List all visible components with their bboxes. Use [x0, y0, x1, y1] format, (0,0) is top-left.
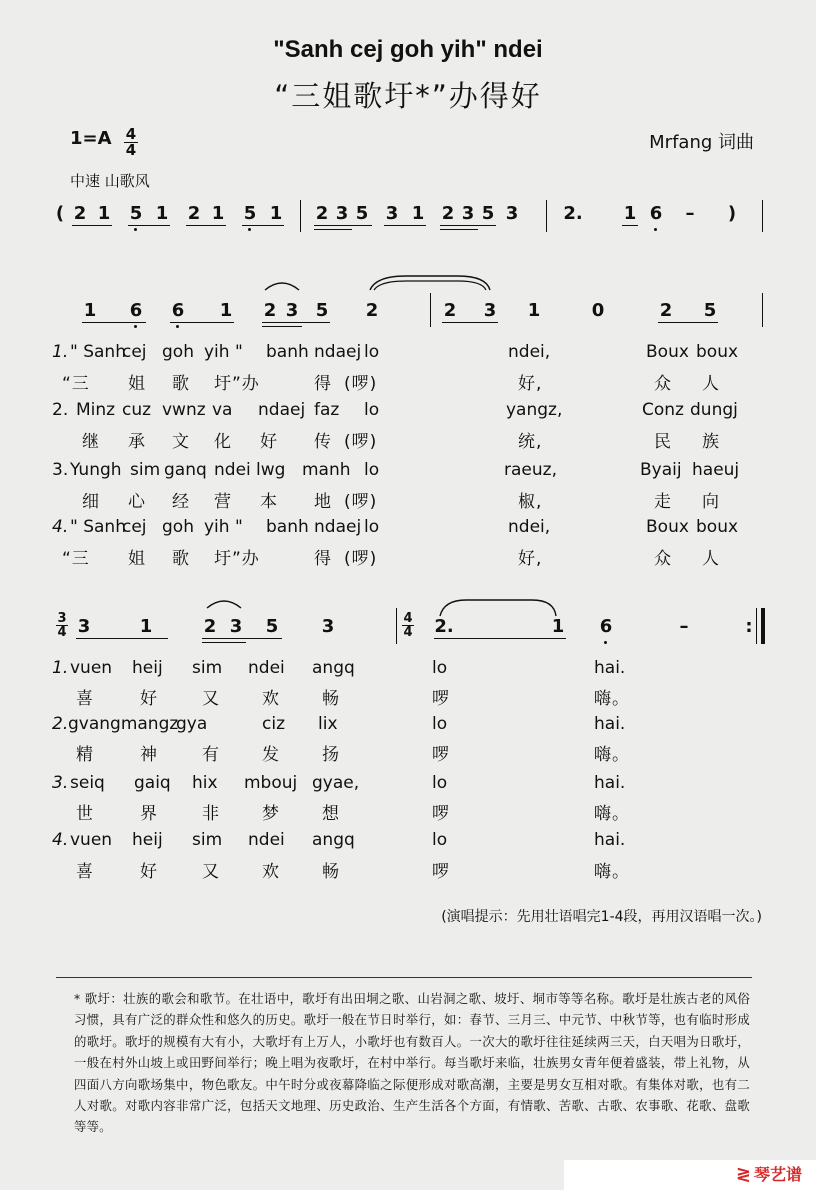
lyric: ganq: [164, 460, 207, 480]
note: 1: [139, 616, 153, 637]
lyric-cn: 文: [172, 432, 190, 452]
time-numerator: 4: [403, 611, 413, 626]
verse-number: 2.: [52, 714, 69, 734]
lyric-cn: 好: [140, 862, 158, 882]
lyric: haeuj: [692, 460, 740, 480]
note: 2: [443, 300, 457, 321]
lyric: cuz: [122, 400, 152, 420]
lyric-cn: 畅: [322, 689, 340, 709]
lyric-cn: 嗨。: [594, 804, 630, 824]
lyric-cn: 得: [314, 374, 332, 394]
barline: [762, 293, 763, 327]
lyric: ndei: [248, 830, 285, 850]
lyric-cn: 又: [202, 862, 220, 882]
lyric-cn: 好: [140, 689, 158, 709]
lyric: sim: [130, 460, 161, 480]
lyric-cn: 心: [128, 492, 146, 512]
lyric-cn: 嗨。: [594, 745, 630, 765]
note: 3: [483, 300, 497, 321]
time-denominator: 4: [57, 625, 67, 640]
lyric: Minz: [76, 400, 116, 420]
tempo-marking: 中速 山歌风: [70, 172, 150, 190]
lyric: lo: [364, 517, 380, 537]
note: 6: [599, 616, 613, 637]
song-title-chinese: “三姐歌圩*”办得好: [274, 79, 542, 113]
verse-number: 2.: [52, 400, 69, 420]
lyric-cn: 神: [140, 745, 158, 765]
note: 5: [243, 203, 257, 224]
beam: [186, 225, 226, 226]
time-signature: [124, 127, 138, 158]
note: 2: [659, 300, 673, 321]
lyric: ndei,: [508, 342, 551, 362]
time-denominator: 4: [125, 141, 137, 159]
lyric-cn: 走: [654, 492, 672, 512]
verse-number: 1.: [52, 658, 69, 678]
beam: [72, 225, 112, 226]
lyric: lo: [432, 830, 448, 850]
note: 3: [335, 203, 349, 224]
beam: [170, 322, 234, 323]
key-signature: 1=A: [70, 128, 112, 149]
lyric-cn: 圩”办: [214, 549, 260, 569]
low-octave-dot: [134, 228, 137, 231]
note: 5: [265, 616, 279, 637]
lyric: ciz: [262, 714, 285, 734]
lyric: ndaej: [314, 342, 362, 362]
lyric: lo: [364, 460, 380, 480]
lyric-cn: 化: [214, 432, 232, 452]
verse-number: 3.: [52, 460, 69, 480]
lyric-cn: 椒,: [518, 492, 543, 512]
lyric: va: [212, 400, 233, 420]
lyric-cn: 嗨。: [594, 689, 630, 709]
lyric-cn: 民: [654, 432, 672, 452]
note: 2.: [563, 203, 583, 224]
note: 1: [219, 300, 233, 321]
lyric: ndei: [214, 460, 251, 480]
lyric: hai.: [594, 714, 626, 734]
lyric-cn: 啰: [432, 689, 450, 709]
performance-tip: (演唱提示：先用壮语唱完1-4段，再用汉语唱一次。): [441, 909, 762, 925]
beam: [314, 225, 372, 226]
lyric-cn: 圩”办: [214, 374, 260, 394]
lyric-cn: 继: [82, 432, 100, 452]
lyric-cn: “三: [62, 374, 90, 394]
footnote-divider: [56, 977, 752, 978]
note: 1: [527, 300, 541, 321]
barline: [546, 200, 547, 232]
lyric: cej: [122, 517, 147, 537]
lyric-cn: 发: [262, 745, 280, 765]
lyric-cn: 又: [202, 689, 220, 709]
lyric-cn: 经: [172, 492, 190, 512]
note: 2: [187, 203, 201, 224]
lyric-cn: 细: [82, 492, 100, 512]
lyric-cn: 喜: [76, 862, 94, 882]
song-title-zhuang: "Sanh cej goh yih" ndei: [273, 36, 543, 63]
note: 3: [229, 616, 243, 637]
lyric-cn: 人: [702, 549, 720, 569]
beam: [442, 322, 498, 323]
lyric: Boux: [646, 517, 689, 537]
lyric: hix: [192, 773, 218, 793]
time-numerator: 3: [57, 611, 67, 626]
lyric: lo: [432, 658, 448, 678]
lyric: gya: [176, 714, 208, 734]
lyric-cn: 梦: [262, 804, 280, 824]
slur: [204, 596, 244, 610]
note: 1: [623, 203, 637, 224]
note: 2: [203, 616, 217, 637]
repeat-dots: :: [745, 616, 753, 637]
lyric: ndaej: [314, 517, 362, 537]
lyric-cn: 有: [202, 745, 220, 765]
lyric-cn: 啰: [432, 862, 450, 882]
note: 5: [315, 300, 329, 321]
lyric: seiq: [70, 773, 105, 793]
lyric-cn: 人: [702, 374, 720, 394]
note: 2: [263, 300, 277, 321]
lyric-cn: (啰): [344, 374, 378, 394]
lyric-cn: 向: [702, 492, 720, 512]
beam: [434, 638, 566, 639]
lyric-cn: 得: [314, 549, 332, 569]
lyric: angq: [312, 658, 355, 678]
time-signature-4-4: [402, 612, 414, 639]
lyric: lo: [364, 400, 380, 420]
lyric: lo: [432, 773, 448, 793]
note: 2: [315, 203, 329, 224]
lyric: sim: [192, 658, 223, 678]
lyric-cn: 嗨。: [594, 862, 630, 882]
note: 2: [365, 300, 379, 321]
verse-number: 4.: [52, 517, 69, 537]
dash: –: [679, 616, 689, 637]
lyric-cn: 族: [702, 432, 720, 452]
lyric: gaiq: [134, 773, 171, 793]
close-paren: ): [727, 203, 737, 224]
note: 1: [269, 203, 283, 224]
lyric-cn: 精: [76, 745, 94, 765]
dash: –: [685, 203, 695, 224]
lyric: Yungh: [70, 460, 122, 480]
barline: [396, 608, 397, 644]
beam: [440, 225, 496, 226]
beam: [262, 326, 302, 327]
note: 6: [649, 203, 663, 224]
lyric: vuen: [70, 830, 113, 850]
note: 1: [211, 203, 225, 224]
lyric: " Sanh: [70, 342, 126, 362]
lyric: heij: [132, 830, 163, 850]
lyric-cn: 姐: [128, 549, 146, 569]
lyric: boux: [696, 517, 739, 537]
lyric: angq: [312, 830, 355, 850]
lyric: cej: [122, 342, 147, 362]
note: 1: [551, 616, 565, 637]
lyric: Conz: [642, 400, 684, 420]
low-octave-dot: [248, 228, 251, 231]
lyric: manh: [302, 460, 351, 480]
note: 6: [171, 300, 185, 321]
lyric-cn: 欢: [262, 689, 280, 709]
lyric-cn: 歌: [172, 549, 190, 569]
lyric: goh: [162, 342, 194, 362]
open-paren: (: [55, 203, 65, 224]
note: 5: [703, 300, 717, 321]
lyric-cn: 啰: [432, 745, 450, 765]
lyric: dungj: [690, 400, 738, 420]
watermark-text: 琴艺谱: [753, 1165, 802, 1184]
lyric-cn: 扬: [322, 745, 340, 765]
note: 2: [441, 203, 455, 224]
note: 3: [505, 203, 519, 224]
lyric: ndei: [248, 658, 285, 678]
beam: [384, 225, 426, 226]
lyric-cn: 想: [322, 804, 340, 824]
lyric-cn: 传: [314, 432, 332, 452]
lyric: ndei,: [508, 517, 551, 537]
lyric-cn: 地: [314, 492, 332, 512]
low-octave-dot: [176, 325, 179, 328]
lyric-cn: 畅: [322, 862, 340, 882]
composer-credit: Mrfang 词曲: [649, 132, 754, 153]
beam: [658, 322, 718, 323]
note: 1: [83, 300, 97, 321]
lyric-cn: 众: [654, 549, 672, 569]
lyric: raeuz,: [504, 460, 557, 480]
lyric: mbouj: [244, 773, 298, 793]
lyric-cn: 承: [128, 432, 146, 452]
lyric: vwnz: [162, 400, 206, 420]
barline: [430, 293, 431, 327]
beam: [314, 229, 352, 230]
note: 2: [73, 203, 87, 224]
note: 3: [77, 616, 91, 637]
beam: [440, 229, 478, 230]
lyric-cn: 喜: [76, 689, 94, 709]
barline: [300, 200, 301, 232]
verse-number: 3.: [52, 773, 69, 793]
verse-number: 4.: [52, 830, 69, 850]
note: 3: [285, 300, 299, 321]
time-denominator: 4: [403, 625, 413, 640]
slur: [262, 278, 302, 292]
lyric-cn: 好,: [518, 374, 543, 394]
lyric-cn: 本: [260, 492, 278, 512]
lyric: banh: [266, 342, 309, 362]
final-barline: [761, 608, 765, 644]
lyric-cn: 啰: [432, 804, 450, 824]
lyric: yih ": [204, 517, 243, 537]
beam: [262, 322, 330, 323]
lyric: Boux: [646, 342, 689, 362]
note: 6: [129, 300, 143, 321]
note: 3: [385, 203, 399, 224]
verse-number: 1.: [52, 342, 69, 362]
lyric-cn: 统,: [518, 432, 543, 452]
low-octave-dot: [604, 641, 607, 644]
lyric-cn: 歌: [172, 374, 190, 394]
note: 1: [97, 203, 111, 224]
beam: [82, 322, 146, 323]
lyric-cn: (啰): [344, 432, 378, 452]
lyric-cn: (啰): [344, 492, 378, 512]
lyric: vuen: [70, 658, 113, 678]
lyric-cn: 众: [654, 374, 672, 394]
lyric-cn: 欢: [262, 862, 280, 882]
footnote: * 歌圩：壮族的歌会和歌节。在壮语中，歌圩有出田垌之歌、山岩洞之歌、坡圩、垌市等等名称。歌圩是壮族古老的风俗习惯，具有广泛的群众性和悠久的历史。歌圩一般在节日时举行，如：春节、三月三、中元节、中秋节等，也有临时形成的歌圩。歌圩的规模有大有小，大歌圩有上万人，小歌圩也有数百人。一次大的歌圩往往延续两三天，白天唱为日歌圩，一般在村外山坡上或田野间举行；晚上唱为夜歌圩，在村中举行。每当歌圩来临，壮族男女青年便着盛装，带上礼物，从四面八方向歌场集中，物色歌友。中午时分或夜幕降临之际便形成对歌高潮，主要是男女互相对歌。有集体对歌，也有二人对歌。对歌内容非常广泛，包括天文地理、历史政治、生产生活各个方面，有情歌、苦歌、古歌、农事歌、花歌、盘歌等等。: [74, 991, 750, 1135]
note: 5: [355, 203, 369, 224]
lyric: lo: [432, 714, 448, 734]
lyric: lo: [364, 342, 380, 362]
lyric-cn: 界: [140, 804, 158, 824]
lyric-cn: 非: [202, 804, 220, 824]
low-octave-dot: [654, 228, 657, 231]
lyric: lwg: [256, 460, 286, 480]
lyric-cn: 好: [260, 432, 278, 452]
lyric: lix: [318, 714, 338, 734]
beam: [202, 642, 246, 643]
lyric: ndaej: [258, 400, 306, 420]
note: 5: [481, 203, 495, 224]
lyric: goh: [162, 517, 194, 537]
tie: [366, 270, 496, 294]
lyric-cn: 营: [214, 492, 232, 512]
lyric: gvangmangz: [68, 714, 179, 734]
lyric: sim: [192, 830, 223, 850]
lyric-cn: 姐: [128, 374, 146, 394]
lyric: yih ": [204, 342, 243, 362]
lyric-cn: (啰): [344, 549, 378, 569]
beam: [242, 225, 284, 226]
barline: [762, 200, 763, 232]
lyric: Byaij: [640, 460, 682, 480]
low-octave-dot: [134, 325, 137, 328]
lyric: hai.: [594, 773, 626, 793]
note: 2.: [434, 616, 454, 637]
note: 3: [461, 203, 475, 224]
lyric-cn: “三: [62, 549, 90, 569]
time-numerator: 4: [125, 125, 137, 143]
lyric: banh: [266, 517, 309, 537]
watermark-logo: [736, 1162, 802, 1185]
lyric-cn: 好,: [518, 549, 543, 569]
lyric: hai.: [594, 658, 626, 678]
tie: [436, 596, 560, 618]
lyric: hai.: [594, 830, 626, 850]
beam: [128, 225, 170, 226]
lyric: heij: [132, 658, 163, 678]
note: 1: [411, 203, 425, 224]
lyric: yangz,: [506, 400, 563, 420]
lyric: faz: [314, 400, 340, 420]
beam: [622, 225, 638, 226]
note: 0: [591, 300, 605, 321]
beam: [76, 638, 168, 639]
time-signature-3-4: [56, 612, 68, 639]
lyric: " Sanh: [70, 517, 126, 537]
lyric-cn: 世: [76, 804, 94, 824]
beam: [202, 638, 282, 639]
note: 3: [321, 616, 335, 637]
lyric: gyae,: [312, 773, 360, 793]
lyric: boux: [696, 342, 739, 362]
note: 5: [129, 203, 143, 224]
logo-icon: ≷: [735, 1164, 751, 1185]
barline: [756, 608, 757, 644]
note: 1: [155, 203, 169, 224]
